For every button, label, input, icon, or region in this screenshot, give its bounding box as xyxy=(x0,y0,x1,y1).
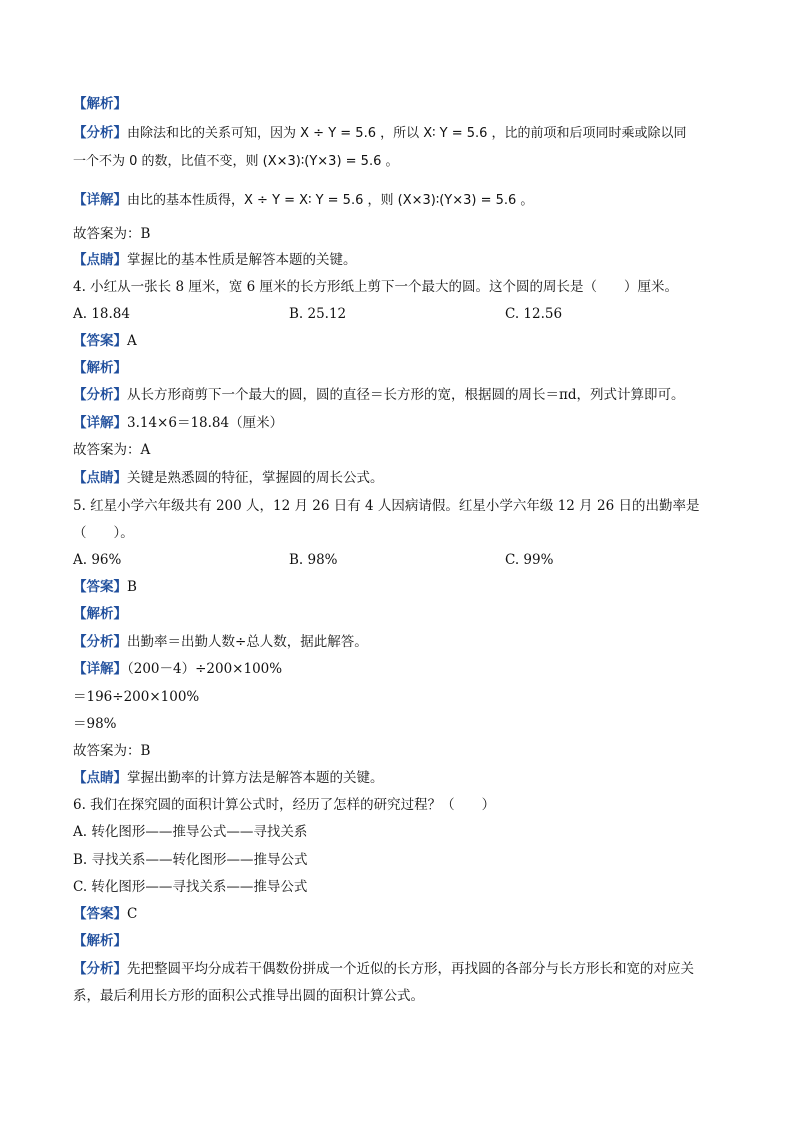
q4-option-a: A. 18.84 xyxy=(73,306,130,322)
jiexi-label: 【解析】 xyxy=(73,96,127,112)
question-6-stem: 6. 我们在探究圆的面积计算公式时，经历了怎样的研究过程？（ ） xyxy=(73,797,496,813)
q5-detail-step-3: ＝98% xyxy=(73,716,117,732)
dianjing-label: 【点睛】 xyxy=(73,770,127,786)
fenxi-label: 【分析】 xyxy=(73,961,127,977)
q4-detail-line xyxy=(73,414,283,432)
q4-jiexi-label: 【解析】 xyxy=(73,360,127,376)
q5-detail-step-2: ＝196÷200×100% xyxy=(73,689,200,705)
q4-analysis-text: 从长方形商剪下一个最大的圆，圆的直径＝长方形的宽，根据圆的周长＝πd，列式计算即可。 xyxy=(127,387,685,403)
key-point-text: 掌握比的基本性质是解答本题的关键。 xyxy=(127,252,357,268)
dianjing-label: 【点睛】 xyxy=(73,470,127,486)
xiangjie-label: 【详解】 xyxy=(73,661,127,677)
fenxi-label: 【分析】 xyxy=(73,125,127,141)
q6-analysis-line xyxy=(73,960,694,978)
q5-jiexi-label: 【解析】 xyxy=(73,606,127,622)
q4-key-point-text: 关键是熟悉圆的特征，掌握圆的周长公式。 xyxy=(127,470,384,486)
q4-option-b: B. 25.12 xyxy=(289,306,347,322)
q5-option-a: A. 96% xyxy=(73,552,122,568)
q6-analysis-text: 先把整圆平均分成若干偶数份拼成一个近似的长方形，再找圆的各部分与长方形长和宽的对应关 xyxy=(127,961,694,977)
q5-key-point-text: 掌握出勤率的计算方法是解答本题的关键。 xyxy=(127,770,384,786)
q5-key-point-line xyxy=(73,769,384,787)
detail-line xyxy=(73,191,533,210)
q4-analysis-line xyxy=(73,386,685,404)
question-5-stem-continued: （ ）。 xyxy=(73,525,134,541)
question-5-stem: 5. 红星小学六年级共有 200 人，12 月 26 日有 4 人因病请假。红星小学六年级 12 月 26 日的出勤率是 xyxy=(73,498,700,514)
q5-detail-line xyxy=(73,660,282,678)
q6-option-c: C. 转化图形——寻找关系——推导公式 xyxy=(73,879,308,895)
detail-text: 由比的基本性质得，X ÷ Y = X∶ Y = 5.6 ，则 (X×3)∶(Y×3) = 5.6 。 xyxy=(127,193,534,208)
q4-answer-line xyxy=(73,332,137,350)
q5-answer: B xyxy=(127,579,137,595)
q5-detail-text: （200－4）÷200×100% xyxy=(127,661,283,677)
q6-jiexi-label: 【解析】 xyxy=(73,933,127,949)
analysis-line xyxy=(73,124,687,143)
fenxi-label: 【分析】 xyxy=(73,634,127,650)
q5-option-b: B. 98% xyxy=(289,552,338,568)
q5-final-answer: 故答案为：B xyxy=(73,743,151,759)
xiangjie-label: 【详解】 xyxy=(73,192,127,208)
q5-analysis-line xyxy=(73,633,368,651)
q6-answer: C xyxy=(127,906,138,922)
key-point-line xyxy=(73,251,357,269)
final-answer: 故答案为：B xyxy=(73,226,151,242)
dianjing-label: 【点睛】 xyxy=(73,252,127,268)
q6-option-a: A. 转化图形——推导公式——寻找关系 xyxy=(73,824,308,840)
q4-option-c: C. 12.56 xyxy=(505,306,563,322)
daan-label: 【答案】 xyxy=(73,579,127,595)
q4-detail-text: 3.14×6＝18.84（厘米） xyxy=(127,415,284,431)
q4-key-point-line xyxy=(73,469,384,487)
q4-answer: A xyxy=(127,333,137,349)
q5-answer-line xyxy=(73,578,137,596)
question-4-stem: 4. 小红从一张长 8 厘米，宽 6 厘米的长方形纸上剪下一个最大的圆。这个圆的周长是（ ）厘米。 xyxy=(73,279,679,295)
q5-option-c: C. 99% xyxy=(505,552,554,568)
q6-answer-line xyxy=(73,905,137,923)
analysis-text-continued: 一个不为 0 的数，比值不变，则 (X×3)∶(Y×3) = 5.6 。 xyxy=(73,154,399,169)
daan-label: 【答案】 xyxy=(73,906,127,922)
q5-analysis-text: 出勤率＝出勤人数÷总人数，据此解答。 xyxy=(127,634,368,650)
analysis-text: 由除法和比的关系可知，因为 X ÷ Y = 5.6 ，所以 X∶ Y = 5.6 ，比的前项和后项同时乘或除以同 xyxy=(127,126,687,141)
daan-label: 【答案】 xyxy=(73,333,127,349)
q6-analysis-text-continued: 系，最后利用长方形的面积公式推导出圆的面积计算公式。 xyxy=(73,988,424,1004)
q4-final-answer: 故答案为：A xyxy=(73,442,151,458)
fenxi-label: 【分析】 xyxy=(73,387,127,403)
xiangjie-label: 【详解】 xyxy=(73,415,127,431)
q6-option-b: B. 寻找关系——转化图形——推导公式 xyxy=(73,852,308,868)
